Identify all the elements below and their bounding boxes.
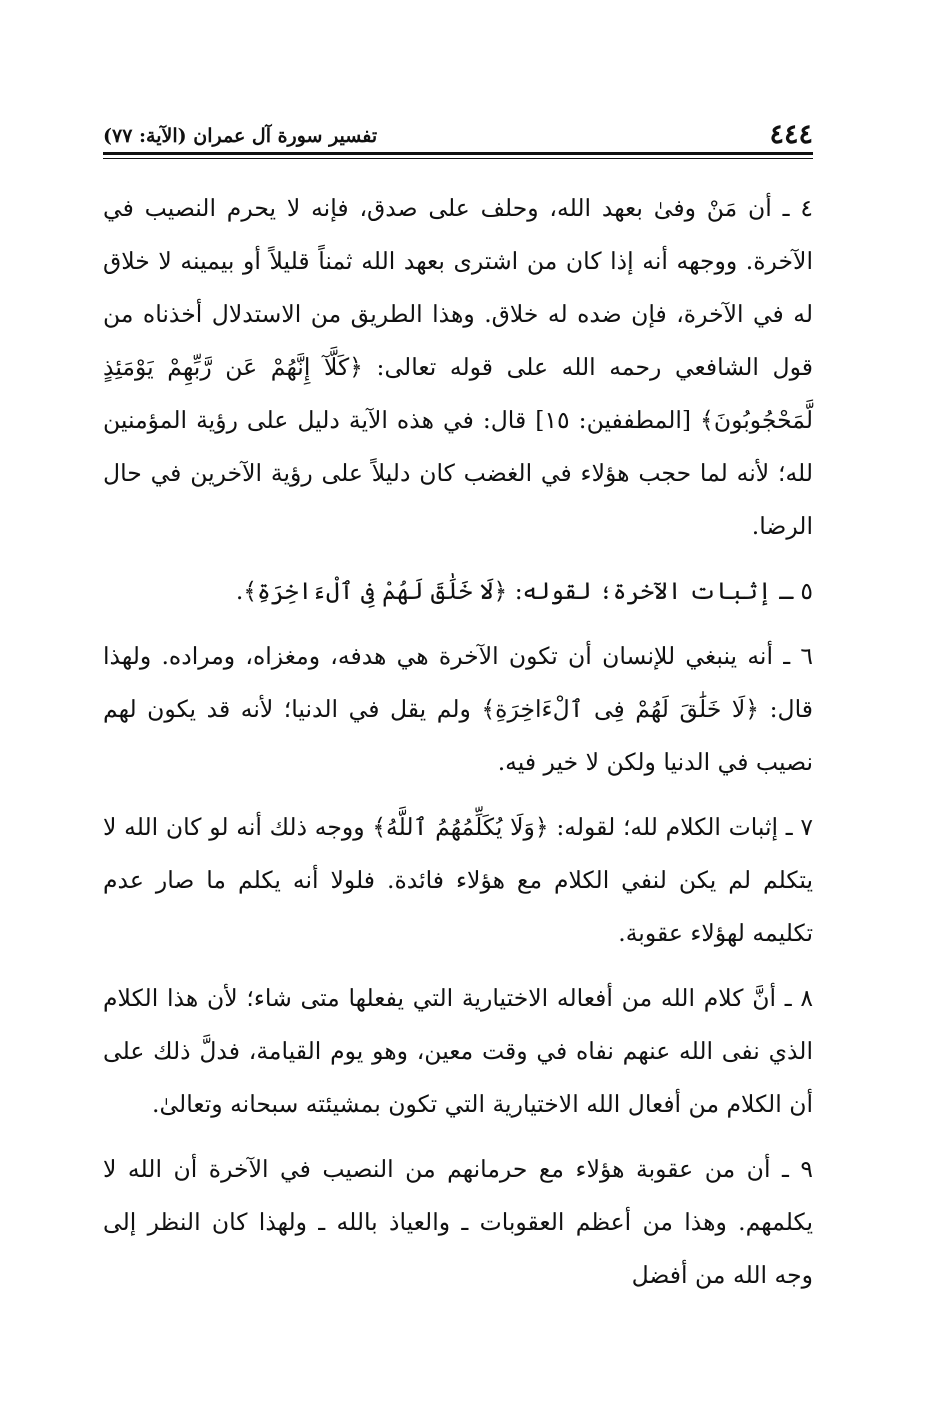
- paragraph-point-4: ٤ ـ أن مَنْ وفىٰ بعهد الله، وحلف على صدق، فإنه لا يحرم النصيب في الآخرة. ووجهه أنه إذا كان من اشترى بعهد الله ثمناً قليلاً أو بيمينه لا خلاق له في الآخرة، فإن ضده له خلاق. وهذا الطريق من الاستدلال أخذناه من قول الشافعي رحمه الله على قوله تعالى: ﴿كَلَّآ إِنَّهُمْ عَن رَّبِّهِمْ يَوْمَئِذٍ لَّمَحْجُوبُونَ﴾ [المطففين: ١٥] قال: في هذه الآية دليل على رؤية المؤمنين لله؛ لأنه لما حجب هؤلاء في الغضب كان دليلاً على رؤية الآخرين في حال الرضا.: [103, 194, 813, 540]
- running-header: [103, 108, 813, 148]
- running-title: تفسير سورة آل عمران (الآية: ٧٧): [103, 125, 378, 147]
- paragraph-point-9: ٩ ـ أن من عقوبة هؤلاء مع حرمانهم من النصيب في الآخرة أن الله لا يكلمهم. وهذا من أعظم العقوبات ـ والعياذ بالله ـ ولهذا كان النظر إلى وجه الله من أفضل: [103, 1155, 813, 1289]
- page-number: ٤٤٤: [769, 119, 813, 150]
- body-text: [103, 182, 813, 1302]
- header-rule-thin: [103, 158, 813, 159]
- paragraph-point-6: ٦ ـ أنه ينبغي للإنسان أن تكون الآخرة هي هدفه، ومغزاه، ومراده. ولهذا قال: ﴿لَا خَلَٰقَ لَهُمْ فِى ٱلْءَاخِرَةِ﴾ ولم يقل في الدنيا؛ لأنه قد يكون لهم نصيب في الدنيا ولكن لا خير فيه.: [103, 642, 813, 776]
- header-rule-thick: [103, 152, 813, 155]
- paragraph-point-5: ٥ ـ إثبات الآخرة؛ لقوله: ﴿لَا خَلَٰقَ لَهُمْ فِى ٱلْءَاخِرَةِ﴾.: [235, 577, 813, 605]
- paragraph-point-7: ٧ ـ إثبات الكلام لله؛ لقوله: ﴿وَلَا يُكَلِّمُهُمُ ٱللَّهُ﴾ ووجه ذلك أنه لو كان الله لا يتكلم لم يكن لنفي الكلام مع هؤلاء فائدة. فلولا أنه يكلم ما صار عدم تكليمه لهؤلاء عقوبة.: [103, 813, 813, 947]
- paragraph-point-8: ٨ ـ أنَّ كلام الله من أفعاله الاختيارية التي يفعلها متى شاء؛ لأن هذا الكلام الذي نفى الله عنهم نفاه في وقت معين، وهو يوم القيامة، فدلَّ ذلك على أن الكلام من أفعال الله الاختيارية التي تكون بمشيئته سبحانه وتعالىٰ.: [103, 984, 813, 1118]
